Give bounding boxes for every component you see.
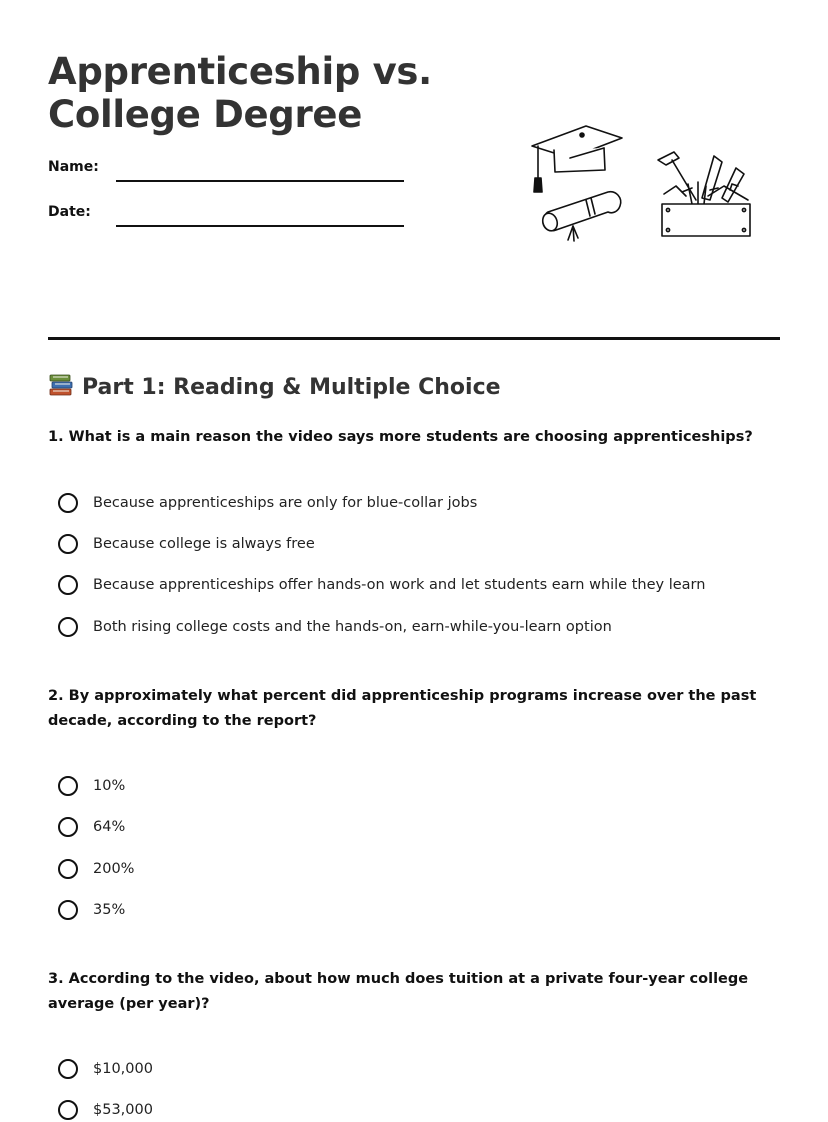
option-label: Both rising college costs and the hands-on, earn-while-you-learn option [93,619,612,635]
question-3-option-1[interactable] [58,1057,153,1081]
radio-button[interactable] [58,1059,78,1079]
radio-button[interactable] [58,859,78,879]
date-field[interactable] [116,225,404,227]
title-line-1: Apprenticeship vs. [48,50,432,93]
question-2-option-3[interactable] [58,857,134,881]
section-divider [48,337,780,340]
question-2: 2. By approximately what percent did apprenticeship programs increase over the past decade, according to the report? [48,688,757,729]
name-label: Name: [48,159,99,175]
question-2-option-4[interactable] [58,898,125,922]
radio-button[interactable] [58,617,78,637]
option-label: 64% [93,819,126,835]
title-line-2: College Degree [48,93,363,136]
question-2-option-1[interactable] [58,774,125,798]
radio-button[interactable] [58,1100,78,1120]
question-1-option-4[interactable] [58,615,612,639]
option-label: Because college is always free [93,536,315,552]
question-1-option-1[interactable] [58,491,477,515]
toolbox-icon [652,148,756,244]
radio-button[interactable] [58,493,78,513]
radio-button[interactable] [58,776,78,796]
graduation-cap-and-diploma-icon [526,120,630,246]
question-1: 1. What is a main reason the video says more students are choosing apprenticeships? [48,429,753,445]
part1-heading [48,372,501,400]
option-label: 35% [93,902,126,918]
option-label: Because apprenticeships are only for blue-collar jobs [93,495,478,511]
books-icon [48,372,74,398]
radio-button[interactable] [58,575,78,595]
question-1-option-3[interactable] [58,573,705,597]
option-label: 200% [93,861,135,877]
option-label: Because apprenticeships offer hands-on work and let students earn while they learn [93,577,706,593]
radio-button[interactable] [58,817,78,837]
question-2-option-2[interactable] [58,815,125,839]
option-label: $10,000 [93,1061,153,1077]
radio-button[interactable] [58,900,78,920]
date-label: Date: [48,204,91,220]
name-field[interactable] [116,180,404,182]
question-1-option-2[interactable] [58,532,315,556]
radio-button[interactable] [58,534,78,554]
question-3-option-2[interactable] [58,1098,153,1122]
part1-heading-text: Part 1: Reading & Multiple Choice [82,375,501,400]
option-label: $53,000 [93,1102,153,1118]
question-3: 3. According to the video, about how much does tuition at a private four-year college average (per year)? [48,971,749,1012]
worksheet-title [48,50,432,136]
option-label: 10% [93,778,126,794]
